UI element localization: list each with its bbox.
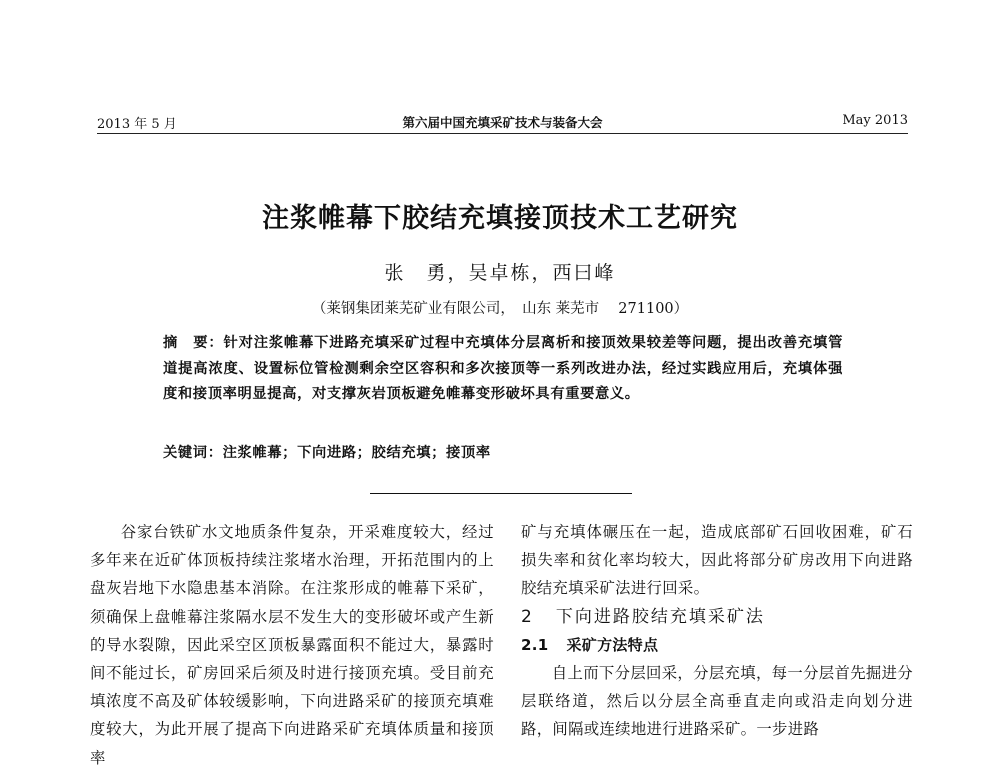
body-paragraph: 谷家台铁矿水文地质条件复杂，开采难度较大，经过多年来在近矿体顶板持续注浆堵水治理，开拓范围内的上盘灰岩地下水隐患基本消除。在注浆形成的帷幕下采矿，须确保上盘帷幕注浆隔水层不发生大的变形破坏或产生新的导水裂隙，因此采空区顶板暴露面积不能过大，暴露时间不能过长，矿房回采后须及时进行接顶充填。受目前充填浓度不高及矿体较缓影响，下向进路采矿的接顶充填难度较大，为此开展了提高下向进路采矿充填体质量和接顶率 <box>90 523 494 767</box>
subsection-number: 2.1 <box>521 635 549 654</box>
keywords-label: 关键词： <box>163 445 223 461</box>
header-conference: 第六届中国充填采矿技术与装备大会 <box>402 115 603 130</box>
body-left-column <box>90 518 494 767</box>
abstract-text: 针对注浆帷幕下进路充填采矿过程中充填体分层离析和接顶效果较差等问题，提出改善充填管道提高浓度、设置标位管检测剩余空区容积和多次接顶等一系列改进办法，经过实践应用后，充填体强度和接顶率明显提高，对支撑灰岩顶板避免帷幕变形破坏具有重要意义。 <box>163 335 843 402</box>
abstract-label: 摘 要： <box>163 335 224 351</box>
body-paragraph: 自上而下分层回采，分层充填，每一分层首先掘进分层联络道，然后以分层全高垂直走向或沿走向划分进路，间隔或连续地进行进路采矿。一步进路 <box>521 664 913 739</box>
body-paragraph: 矿与充填体碾压在一起，造成底部矿石回收困难，矿石损失率和贫化率均较大，因此将部分矿房改用下向进路胶结充填采矿法进行回采。 <box>521 523 913 598</box>
keywords-text: 注浆帷幕；下向进路；胶结充填；接顶率 <box>222 445 491 461</box>
subsection-heading <box>521 631 913 659</box>
authors: 张 勇，吴卓栋，西曰峰 <box>384 262 616 284</box>
subsection-title: 采矿方法特点 <box>566 635 659 654</box>
body-right-column <box>521 518 913 744</box>
section-number: 2 <box>521 606 534 627</box>
divider-line <box>370 493 632 494</box>
running-header <box>97 111 908 134</box>
section-title: 下向进路胶结充填采矿法 <box>555 606 765 627</box>
paper-title: 注浆帷幕下胶结充填接顶技术工艺研究 <box>262 203 738 234</box>
affiliation: （莱钢集团莱芜矿业有限公司， 山东 莱芜市 271100） <box>311 301 689 317</box>
abstract <box>163 331 843 408</box>
header-date: 2013 年 5 月 <box>97 117 177 132</box>
header-date-english: May 2013 <box>842 113 908 128</box>
section-heading <box>521 603 913 631</box>
keywords <box>163 442 843 462</box>
